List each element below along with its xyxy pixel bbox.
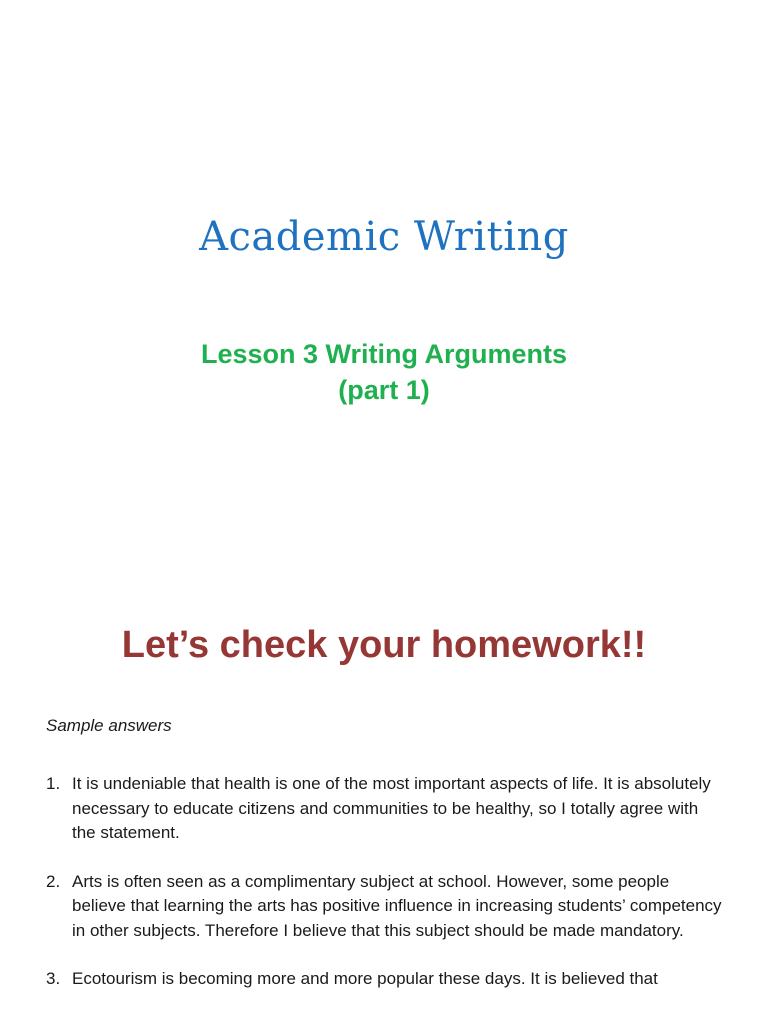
answers-list — [46, 772, 726, 1016]
list-item — [46, 967, 726, 992]
list-item — [46, 772, 726, 846]
homework-heading: Let’s check your homework!! — [121, 624, 647, 666]
list-item-text: Ecotourism is becoming more and more popular these days. It is believed that — [72, 969, 658, 988]
sample-answers-label: Sample answers — [46, 716, 172, 735]
list-item — [46, 870, 726, 944]
subtitle-line-1: Lesson 3 Writing Arguments — [200, 339, 568, 369]
list-item-number: 3. — [46, 969, 61, 988]
lesson-subtitle — [0, 336, 768, 408]
subtitle-line-2: (part 1) — [338, 375, 430, 405]
document-title: Academic Writing — [199, 214, 569, 260]
list-item-text: It is undeniable that health is one of the most important aspects of life. It is absolutely necessary to educate citizens and communities to be healthy, so I totally agree with the statement. — [72, 774, 711, 842]
list-item-number: 2. — [46, 871, 61, 891]
list-item-number: 1. — [46, 774, 61, 793]
list-item-text: Arts is often seen as a complimentary subject at school. However, some people believe that learning the arts has positive influence in increasing students’ competency in other subjects. Therefore I believe that this subject should be made mandatory. — [72, 871, 722, 940]
